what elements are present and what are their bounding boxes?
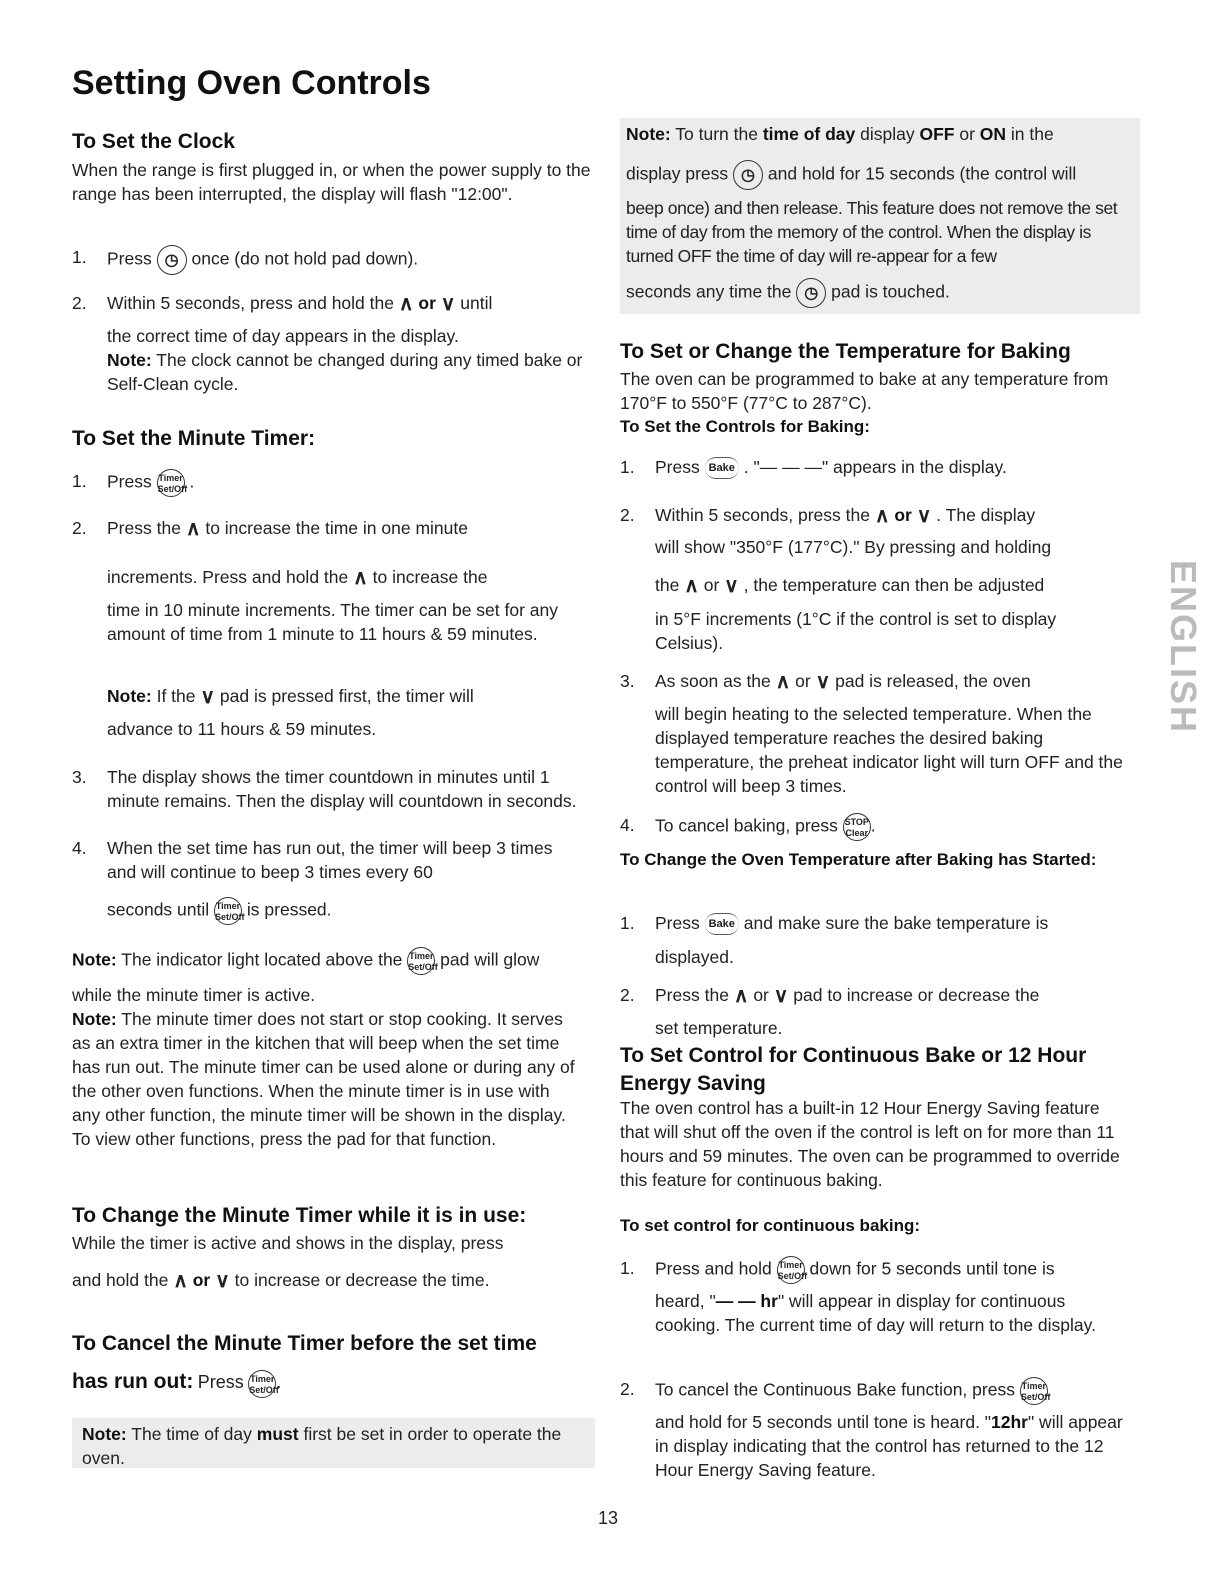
continuous-step-1: [620, 1252, 1130, 1284]
pad-label-2: Set/Off: [157, 484, 188, 494]
page-number: 13: [598, 1508, 619, 1528]
note-post: pad is pressed first, the timer will: [219, 686, 474, 706]
continuous-subheading: To set control for continuous baking:: [620, 1216, 921, 1235]
step-text: [655, 669, 1031, 693]
line-bold: 12hr: [991, 1412, 1028, 1432]
bake-pad-icon: Bake: [705, 913, 739, 935]
note-label: Note:: [107, 350, 152, 370]
step-text-pre: Press the: [107, 518, 181, 538]
note-label: Note:: [72, 1009, 117, 1029]
step-text: [655, 1377, 1051, 1405]
continuous-step-2-line2: [655, 1410, 1130, 1482]
pad-label-2: Set/Off: [777, 1271, 808, 1281]
timer-pad-icon: [1020, 1377, 1051, 1405]
line-post: to increase or decrease the time.: [234, 1270, 490, 1290]
step-text-pre: Press the: [655, 985, 729, 1005]
tod-note-line1: [626, 122, 1054, 146]
up-arrow-icon: ∧: [733, 985, 749, 1008]
step-text-post: to increase the time in one minute: [205, 518, 468, 538]
note-label: Note:: [107, 686, 152, 706]
end-punct: .: [276, 1372, 282, 1393]
step-text-post: down for 5 seconds until tone is: [809, 1258, 1055, 1279]
line-pre: and hold the: [72, 1270, 169, 1290]
down-arrow-icon: ∨: [916, 505, 932, 528]
tod-note-line3: beep once) and then release. This feature does not remove the set time of day from the memory of the control. When the display is turned OFF the time of day will re-appear for a few: [626, 198, 1118, 266]
change-timer-heading: To Change the Minute Timer while it is in use:: [72, 1204, 527, 1227]
clock-note: [107, 348, 597, 396]
note-post: first be set in order to operate the oven.: [82, 1424, 562, 1468]
step-text-post: .: [870, 815, 876, 836]
or-label: or: [894, 505, 912, 525]
step-text: [107, 469, 194, 497]
timer-step-2-note: [107, 684, 474, 708]
clock-pad-icon: ◷: [733, 160, 763, 190]
note-text: in the: [1010, 124, 1054, 144]
up-arrow-icon: ∧: [173, 1270, 188, 1293]
step-text: [655, 911, 1048, 935]
step-text: [107, 291, 492, 315]
up-arrow-icon: ∧: [684, 575, 699, 598]
down-arrow-icon: ∨: [773, 985, 789, 1008]
note-bold: time of day: [762, 124, 856, 144]
continuous-intro: The oven control has a built-in 12 Hour Energy Saving feature that will shut off the oven if the control is left on for more than 11 hours and 59 minutes. The oven can be programmed to override this feature for continuous baking.: [620, 1098, 1120, 1190]
line-pre: increments. Press and hold the: [107, 567, 349, 587]
pad-label-1: Timer: [215, 901, 241, 911]
timer-pad-icon: [248, 1370, 279, 1398]
step-number: 1.: [72, 471, 87, 491]
step-number: 1.: [620, 1258, 635, 1278]
line-post: and hold for 15 seconds (the control will: [767, 163, 1077, 184]
timer-pad-icon: [214, 897, 245, 925]
step-text-pre: Within 5 seconds, press and hold the: [107, 293, 394, 313]
step-number: 2.: [620, 505, 635, 525]
line-pre: heard, ": [655, 1291, 716, 1311]
note-label: Note:: [72, 949, 117, 970]
timer-step-4-line2: [107, 897, 332, 925]
step-text-pre: To cancel baking, press: [655, 815, 838, 836]
bake-pad-icon: Bake: [705, 457, 739, 479]
note-off: OFF: [919, 124, 955, 144]
change-timer-line1: While the timer is active and shows in the display, press: [72, 1233, 504, 1253]
line-post: , the temperature can then be adjusted: [743, 575, 1045, 595]
timer-pad-icon: [157, 469, 188, 497]
temp-step-1: [620, 452, 1130, 482]
step-text-pre: Press: [655, 913, 700, 933]
clock-pad-icon: ◷: [157, 245, 187, 275]
pad-label-2: Set/Off: [215, 912, 245, 922]
temp-subheading: To Set the Controls for Baking:: [620, 417, 870, 436]
step-text: [107, 245, 418, 275]
note-text: The clock cannot be changed during any timed bake or Self-Clean cycle.: [107, 350, 583, 394]
temp-heading: To Set or Change the Temperature for Baking: [620, 340, 1071, 363]
pad-label-1: STOP: [844, 817, 869, 827]
step-text: The display shows the timer countdown in minutes until 1 minute remains. Then the display will countdown in seconds.: [107, 767, 577, 811]
step-text: When the set time has run out, the timer will beep 3 times and will continue to beep 3 times every 60: [107, 838, 553, 882]
down-arrow-icon: ∨: [724, 575, 739, 598]
note-on: ON: [979, 124, 1007, 144]
temp-step-2-line2: will show "350°F (177°C)." By pressing and holding: [655, 537, 1052, 557]
note-label: Note:: [626, 124, 671, 144]
timer-pad-icon: [777, 1256, 808, 1284]
temp-step-2-line3: [655, 573, 1044, 597]
up-arrow-icon: ∧: [775, 671, 791, 694]
clock-intro: When the range is first plugged in, or when the power supply to the range has been interrupted, the display will flash "12:00".: [72, 160, 591, 204]
pad-label-1: Timer: [158, 473, 183, 483]
cancel-timer-heading: To Cancel the Minute Timer before the set time: [72, 1332, 537, 1355]
or-label: or: [192, 1270, 211, 1290]
pad-label-1: Timer: [778, 1260, 803, 1270]
clock-pad-icon: ◷: [796, 278, 826, 308]
change-temp-step-1: [620, 908, 1130, 938]
line-post: pad is touched.: [831, 281, 950, 302]
step-text: [655, 1256, 1055, 1284]
up-arrow-icon: ∧: [874, 505, 890, 528]
step-text-pre: Press: [107, 248, 152, 269]
pad-label-1: Timer: [250, 1374, 275, 1384]
step-text-post: . The display: [936, 505, 1036, 525]
pad-label-2: Set/Off: [249, 1385, 279, 1395]
step-number: 1.: [620, 913, 635, 933]
step-number: 2.: [72, 518, 87, 538]
clock-heading: To Set the Clock: [72, 130, 235, 153]
temp-intro: The oven can be programmed to bake at any temperature from 170°F to 550°F (77°C to 287°C).: [620, 369, 1109, 413]
timer-note-2: [72, 1007, 582, 1151]
step-number: 1.: [620, 457, 635, 477]
line-bold: — — hr: [715, 1291, 778, 1311]
step-number: 3.: [72, 767, 87, 787]
step-number: 2.: [620, 1379, 635, 1399]
tod-note-line2: [626, 160, 1076, 190]
line-pre: seconds until: [107, 899, 210, 920]
or-label: or: [703, 575, 720, 595]
or-label: or: [418, 293, 436, 313]
up-arrow-icon: ∧: [185, 518, 201, 541]
step-text-post: .: [189, 471, 195, 492]
tod-note-line4: [626, 278, 950, 308]
note-must: must: [256, 1424, 299, 1444]
step-text: [655, 983, 1039, 1007]
line-pre: seconds any time the: [626, 281, 792, 302]
side-tab-english: [1162, 560, 1204, 735]
press-label: Press: [197, 1372, 244, 1393]
line-post: " will appear in display for continuous cooking. The current time of day will return to the display.: [655, 1291, 1096, 1335]
step-number: 1.: [72, 247, 87, 267]
change-timer-line2: [72, 1268, 489, 1292]
up-arrow-icon: ∧: [353, 567, 368, 590]
clock-step-1: [72, 240, 597, 274]
step-text: [655, 455, 1007, 479]
page-title: Setting Oven Controls: [72, 64, 431, 102]
step-text-pre: Within 5 seconds, press the: [655, 505, 870, 525]
step-text: [655, 503, 1035, 527]
timer-pad-icon: [407, 947, 438, 975]
note-text: To turn the: [675, 124, 758, 144]
continuous-step-2: [620, 1373, 1130, 1405]
pad-label-2: Set/Off: [1020, 1392, 1051, 1402]
step-text-pre: Press: [107, 471, 152, 492]
step-text-post: and make sure the bake temperature is: [743, 913, 1049, 933]
step-text-post: once (do not hold pad down).: [191, 248, 419, 269]
note-post: pad will glow: [440, 949, 540, 970]
change-temp-step-1-line2: displayed.: [655, 947, 734, 967]
down-arrow-icon: ∨: [200, 686, 216, 709]
timer-note-1-line2: while the minute timer is active.: [72, 985, 316, 1005]
step-text-pre: Press: [655, 457, 700, 477]
step-text-pre: As soon as the: [655, 671, 771, 691]
down-arrow-icon: ∨: [815, 671, 831, 694]
step-text: [107, 516, 468, 540]
temp-step-4: [620, 809, 1130, 841]
step-text-pre: To cancel the Continuous Bake function, press: [655, 1379, 1015, 1400]
change-temp-subheading: To Change the Oven Temperature after Baking has Started:: [620, 850, 1097, 869]
line-pre: and hold for 5 seconds until tone is heard. ": [655, 1412, 992, 1432]
line-post: is pressed.: [246, 899, 332, 920]
side-tab-label: ENGLISH: [1163, 560, 1204, 735]
timer-step-1: [72, 464, 597, 498]
line-post: to increase the: [372, 567, 488, 587]
note-pre: The time of day: [131, 1424, 252, 1444]
cancel-timer-line2: [72, 1370, 281, 1398]
or-label: or: [795, 671, 811, 691]
note-label: Note:: [82, 1424, 127, 1444]
note-text: display: [860, 124, 915, 144]
line-pre: the: [655, 575, 680, 595]
temp-step-3-line2: will begin heating to the selected temperature. When the displayed temperature reaches the desired baking temperature, the preheat indicator light will turn OFF and the control will beep 3 times.: [655, 704, 1123, 796]
continuous-heading: To Set Control for Continuous Bake or 12 Hour Energy Saving: [620, 1044, 1087, 1095]
note-text: The minute timer does not start or stop cooking. It serves as an extra timer in the kitchen that will beep when the set time has run out. The minute timer can be used alone or during any of the other oven functions. When the minute timer is in use with any other function, the minute timer will be shown in the display. To view other functions, press the pad for that function.: [72, 1009, 575, 1149]
step-number: 4.: [620, 815, 635, 835]
step-text: [655, 813, 876, 841]
pad-label-2: Set/Off: [408, 962, 438, 972]
timer-heading: To Set the Minute Timer:: [72, 427, 316, 450]
timer-step-2-line2: [107, 565, 487, 589]
cancel-timer-note: [82, 1422, 587, 1470]
up-arrow-icon: ∧: [398, 293, 414, 316]
pad-label-2: Clear: [845, 828, 869, 838]
cancel-timer-heading-2: has run out:: [72, 1370, 194, 1394]
note-or: or: [959, 124, 975, 144]
timer-note-1: [72, 947, 539, 975]
step-number: 2.: [620, 985, 635, 1005]
or-label: or: [753, 985, 769, 1005]
continuous-step-1-line2: [655, 1289, 1130, 1337]
pad-label-1: Timer: [409, 951, 434, 961]
timer-step-2-line3: time in 10 minute increments. The timer can be set for any amount of time from 1 minute to 11 hours & 59 minutes.: [107, 600, 558, 644]
step-number: 3.: [620, 671, 635, 691]
step-number: 4.: [72, 838, 87, 858]
step-text-post: pad to increase or decrease the: [793, 985, 1040, 1005]
step-text-pre: Press and hold: [655, 1258, 772, 1279]
line-pre: display press: [626, 163, 729, 184]
pad-label-1: Timer: [1021, 1381, 1046, 1391]
line-post: " will appear in display indicating that the control has returned to the 12 Hour Energy Saving feature.: [655, 1412, 1123, 1480]
note-pre: The indicator light located above the: [121, 949, 403, 970]
timer-step-2-note-line2: advance to 11 hours & 59 minutes.: [107, 719, 377, 739]
stop-clear-pad-icon: [843, 813, 871, 841]
step-number: 2.: [72, 293, 87, 313]
down-arrow-icon: ∨: [215, 1270, 230, 1293]
change-temp-step-2-line2: set temperature.: [655, 1018, 783, 1038]
step-text-post: pad is released, the oven: [835, 671, 1031, 691]
down-arrow-icon: ∨: [440, 293, 456, 316]
step-text-post: . "— — —" appears in the display.: [743, 457, 1007, 477]
clock-step-2-cont: the correct time of day appears in the display.: [107, 326, 459, 346]
note-pre: If the: [156, 686, 196, 706]
step-text-post: until: [460, 293, 493, 313]
temp-step-2-line4: in 5°F increments (1°C if the control is set to display Celsius).: [655, 609, 1057, 653]
